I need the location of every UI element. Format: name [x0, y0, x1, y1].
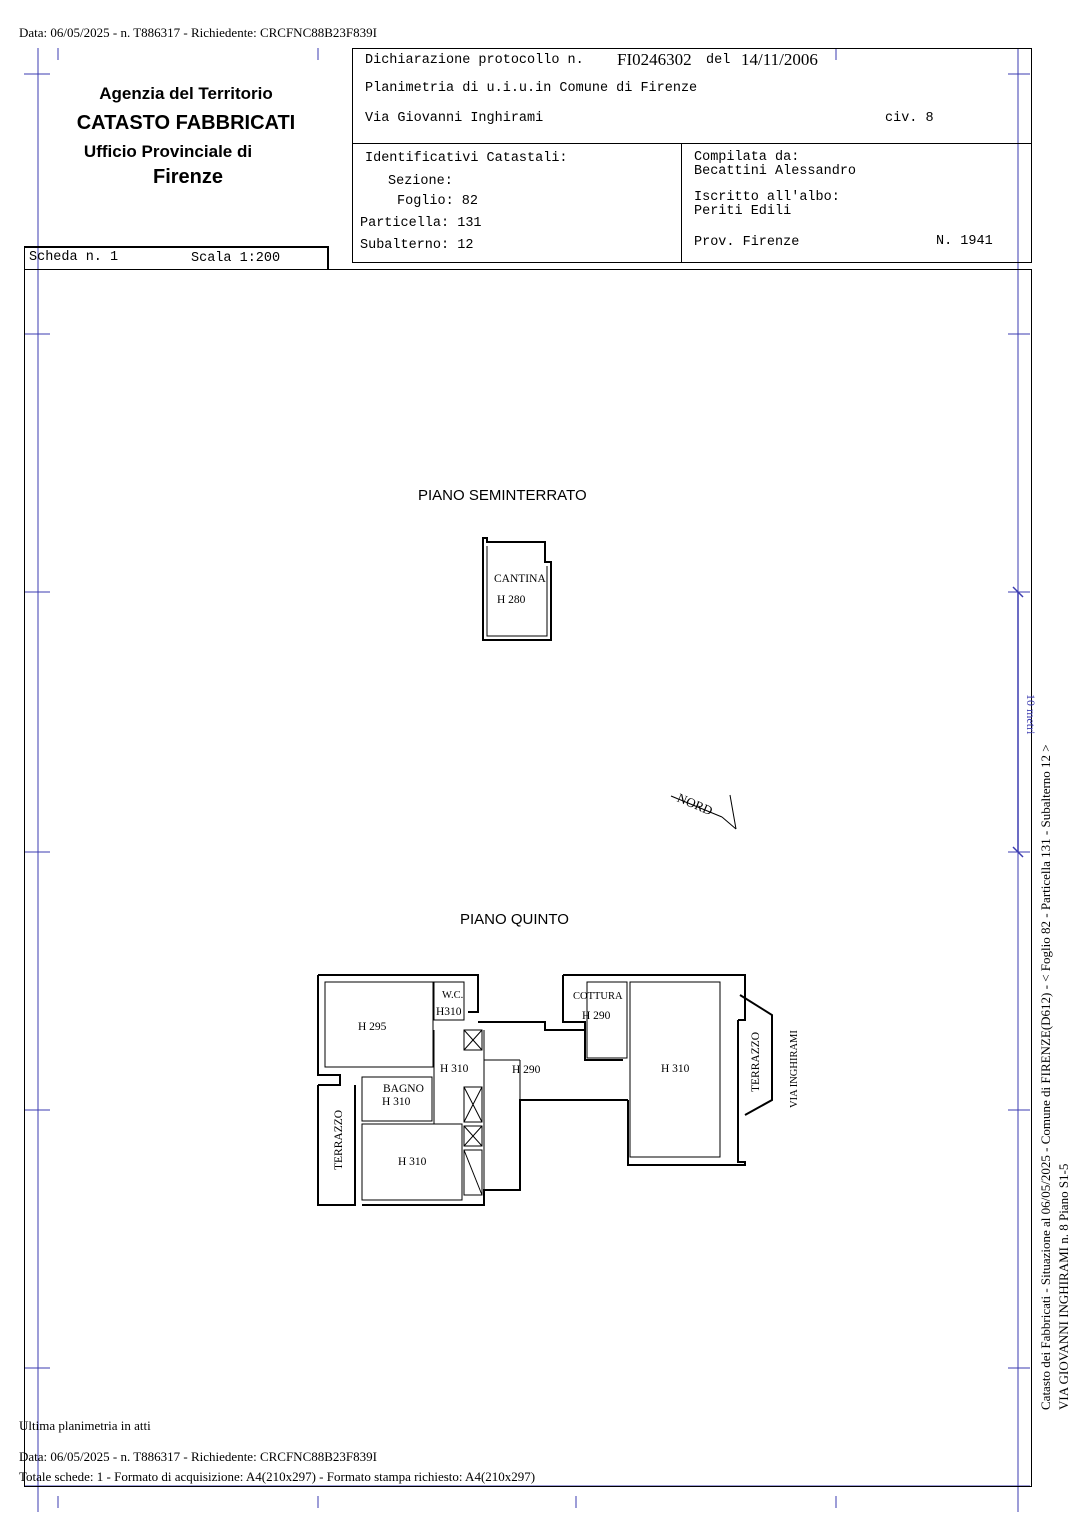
- soggiorno-height: H 310: [661, 1063, 690, 1075]
- compiler-name: Becattini Alessandro: [694, 164, 857, 179]
- wc-label: W.C.: [442, 990, 464, 1001]
- bagno-height: H 310: [382, 1096, 411, 1108]
- bagno-label: BAGNO: [383, 1083, 424, 1095]
- terrazzo-left-label: TERRAZZO: [333, 1109, 345, 1170]
- cantina-height: H 280: [497, 594, 526, 606]
- foglio-field: Foglio: 82: [397, 194, 479, 209]
- seminterrato-title: PIANO SEMINTERRATO: [418, 487, 587, 504]
- terrazzo-right-label: TERRAZZO: [750, 1031, 762, 1092]
- scheda-number: Scheda n. 1: [29, 250, 119, 265]
- quinto-title: PIANO QUINTO: [460, 911, 569, 928]
- cottura-height: H 290: [582, 1010, 611, 1022]
- identifiers-title: Identificativi Catastali:: [365, 151, 568, 166]
- side-caption-line1: Catasto dei Fabbricati - Situazione al 06/05/2025 - Comune di FIRENZE(D612) - < Foglio 82 - Particella 131 - Subalterno 12 >: [1038, 744, 1053, 1410]
- albo-name: Periti Edili: [694, 204, 792, 219]
- office-city: Firenze: [152, 166, 224, 188]
- albo-number: N. 1941: [936, 234, 993, 249]
- via-inghirami-label: VIA INGHIRAMI: [789, 1030, 800, 1108]
- scale-ratio: Scala 1:200: [191, 251, 281, 266]
- footer-format-line: Totale schede: 1 - Formato di acquisizione: A4(210x297) - Formato stampa richiesto: A4(210x297): [19, 1469, 536, 1484]
- catasto-title: CATASTO FABBRICATI: [76, 112, 296, 134]
- nord-label: NORD: [675, 790, 715, 819]
- disimpegno-height: H 310: [440, 1063, 469, 1075]
- top-request-line: Data: 06/05/2025 - n. T886317 - Richiedente: CRCFNC88B23F839I: [19, 25, 377, 40]
- province: Prov. Firenze: [694, 235, 800, 250]
- protocol-number: FI0246302: [617, 50, 692, 69]
- declaration-del: del: [706, 53, 731, 68]
- scale-bar-label: 10 metri: [1024, 694, 1038, 735]
- cantina-plan: [483, 538, 551, 640]
- ingresso-height: H 290: [512, 1064, 541, 1076]
- declaration-prefix: Dichiarazione protocollo n.: [365, 53, 584, 68]
- address-street: Via Giovanni Inghirami: [365, 111, 544, 126]
- compilata-label: Compilata da:: [694, 150, 800, 165]
- agency-name: Agenzia del Territorio: [99, 84, 273, 103]
- sezione-field: Sezione:: [388, 174, 453, 189]
- iscritto-label: Iscritto all'albo:: [694, 190, 840, 205]
- protocol-date: 14/11/2006: [741, 50, 818, 69]
- room-h310: H 310: [398, 1156, 427, 1168]
- room-h295: H 295: [358, 1021, 387, 1033]
- side-caption-line2: VIA GIOVANNI INGHIRAMI n. 8 Piano S1-5: [1056, 1163, 1071, 1410]
- ultima-planimetria: Ultima planimetria in atti: [19, 1418, 151, 1433]
- civic-number: civ. 8: [885, 111, 934, 126]
- cantina-label: CANTINA: [494, 573, 546, 585]
- footer-request-line: Data: 06/05/2025 - n. T886317 - Richiedente: CRCFNC88B23F839I: [19, 1449, 377, 1464]
- particella-field: Particella: 131: [360, 216, 482, 231]
- planimetria-line: Planimetria di u.i.u.in Comune di Firenze: [365, 81, 698, 96]
- wc-height: H310: [436, 1006, 462, 1018]
- subalterno-field: Subalterno: 12: [360, 238, 474, 253]
- cottura-label: COTTURA: [573, 991, 623, 1002]
- office-name: Ufficio Provinciale di: [83, 142, 253, 161]
